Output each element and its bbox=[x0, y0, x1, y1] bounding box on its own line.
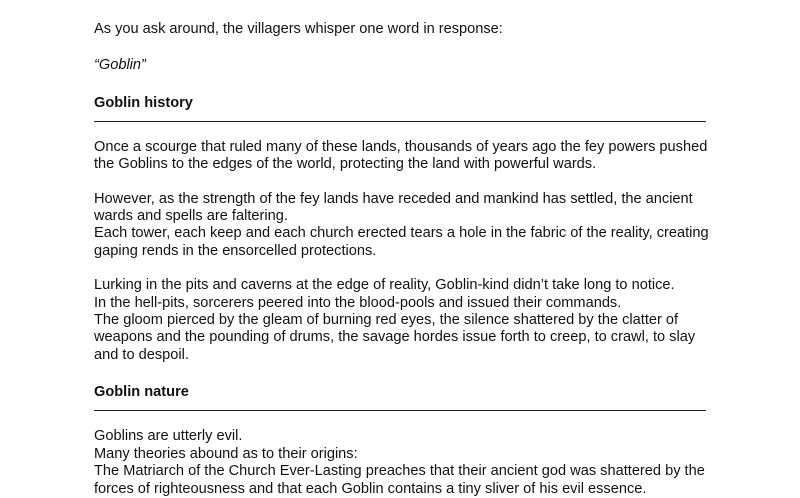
paragraph bbox=[94, 139, 706, 174]
paragraph bbox=[94, 277, 706, 364]
intro-cut-line bbox=[94, 0, 706, 1]
paragraph-line: Each tower, each keep and each church erected tears a hole in the fabric of the reality, creating bbox=[94, 225, 709, 242]
paragraph-line: Lurking in the pits and caverns at the edge of reality, Goblin-kind didn’t take long to notice. bbox=[94, 277, 675, 294]
paragraph-line: However, as the strength of the fey lands have receded and mankind has settled, the ancient bbox=[94, 190, 693, 207]
paragraph-line: wards and spells are faltering. bbox=[94, 208, 288, 225]
paragraph-line: Goblins are utterly evil. bbox=[94, 428, 243, 445]
paragraph-line: The Matriarch of the Church Ever-Lasting preaches that their ancient god was shattered by the bbox=[94, 463, 705, 480]
intro-text: As you ask around, the villagers whisper one word in response: bbox=[94, 21, 503, 37]
paragraph-line: the Goblins to the edges of the world, protecting the land with powerful wards. bbox=[94, 156, 597, 173]
paragraph-line: Once a scourge that ruled many of these lands, thousands of years ago the fey powers pushed bbox=[94, 138, 708, 155]
section-body-goblin-history bbox=[94, 138, 709, 364]
paragraph-line: forces of righteousness and that each Goblin contains a tiny sliver of his evil essence. bbox=[94, 480, 647, 497]
paragraph-line: weapons and the pounding of drums, the savage hordes issue forth to creep, to crawl, to slay bbox=[94, 329, 696, 346]
paragraph-line: gaping rends in the ensorcelled protections. bbox=[94, 242, 377, 259]
paragraph-line: Many theories abound as to their origins: bbox=[94, 445, 358, 462]
document-page bbox=[94, 0, 709, 498]
goblin-quote: “Goblin” bbox=[94, 57, 146, 74]
paragraph bbox=[94, 190, 709, 261]
section-heading-goblin-history: Goblin history bbox=[94, 95, 706, 122]
paragraph bbox=[94, 428, 706, 498]
section-body-goblin-nature bbox=[94, 428, 706, 498]
paragraph-line: and to despoil. bbox=[94, 346, 189, 363]
paragraph-line: The gloom pierced by the gleam of burning red eyes, the silence shattered by the clatter of bbox=[94, 312, 679, 329]
section-heading-goblin-nature: Goblin nature bbox=[94, 384, 706, 411]
paragraph-line: In the hell-pits, sorcerers peered into the blood-pools and issued their commands. bbox=[94, 294, 622, 311]
